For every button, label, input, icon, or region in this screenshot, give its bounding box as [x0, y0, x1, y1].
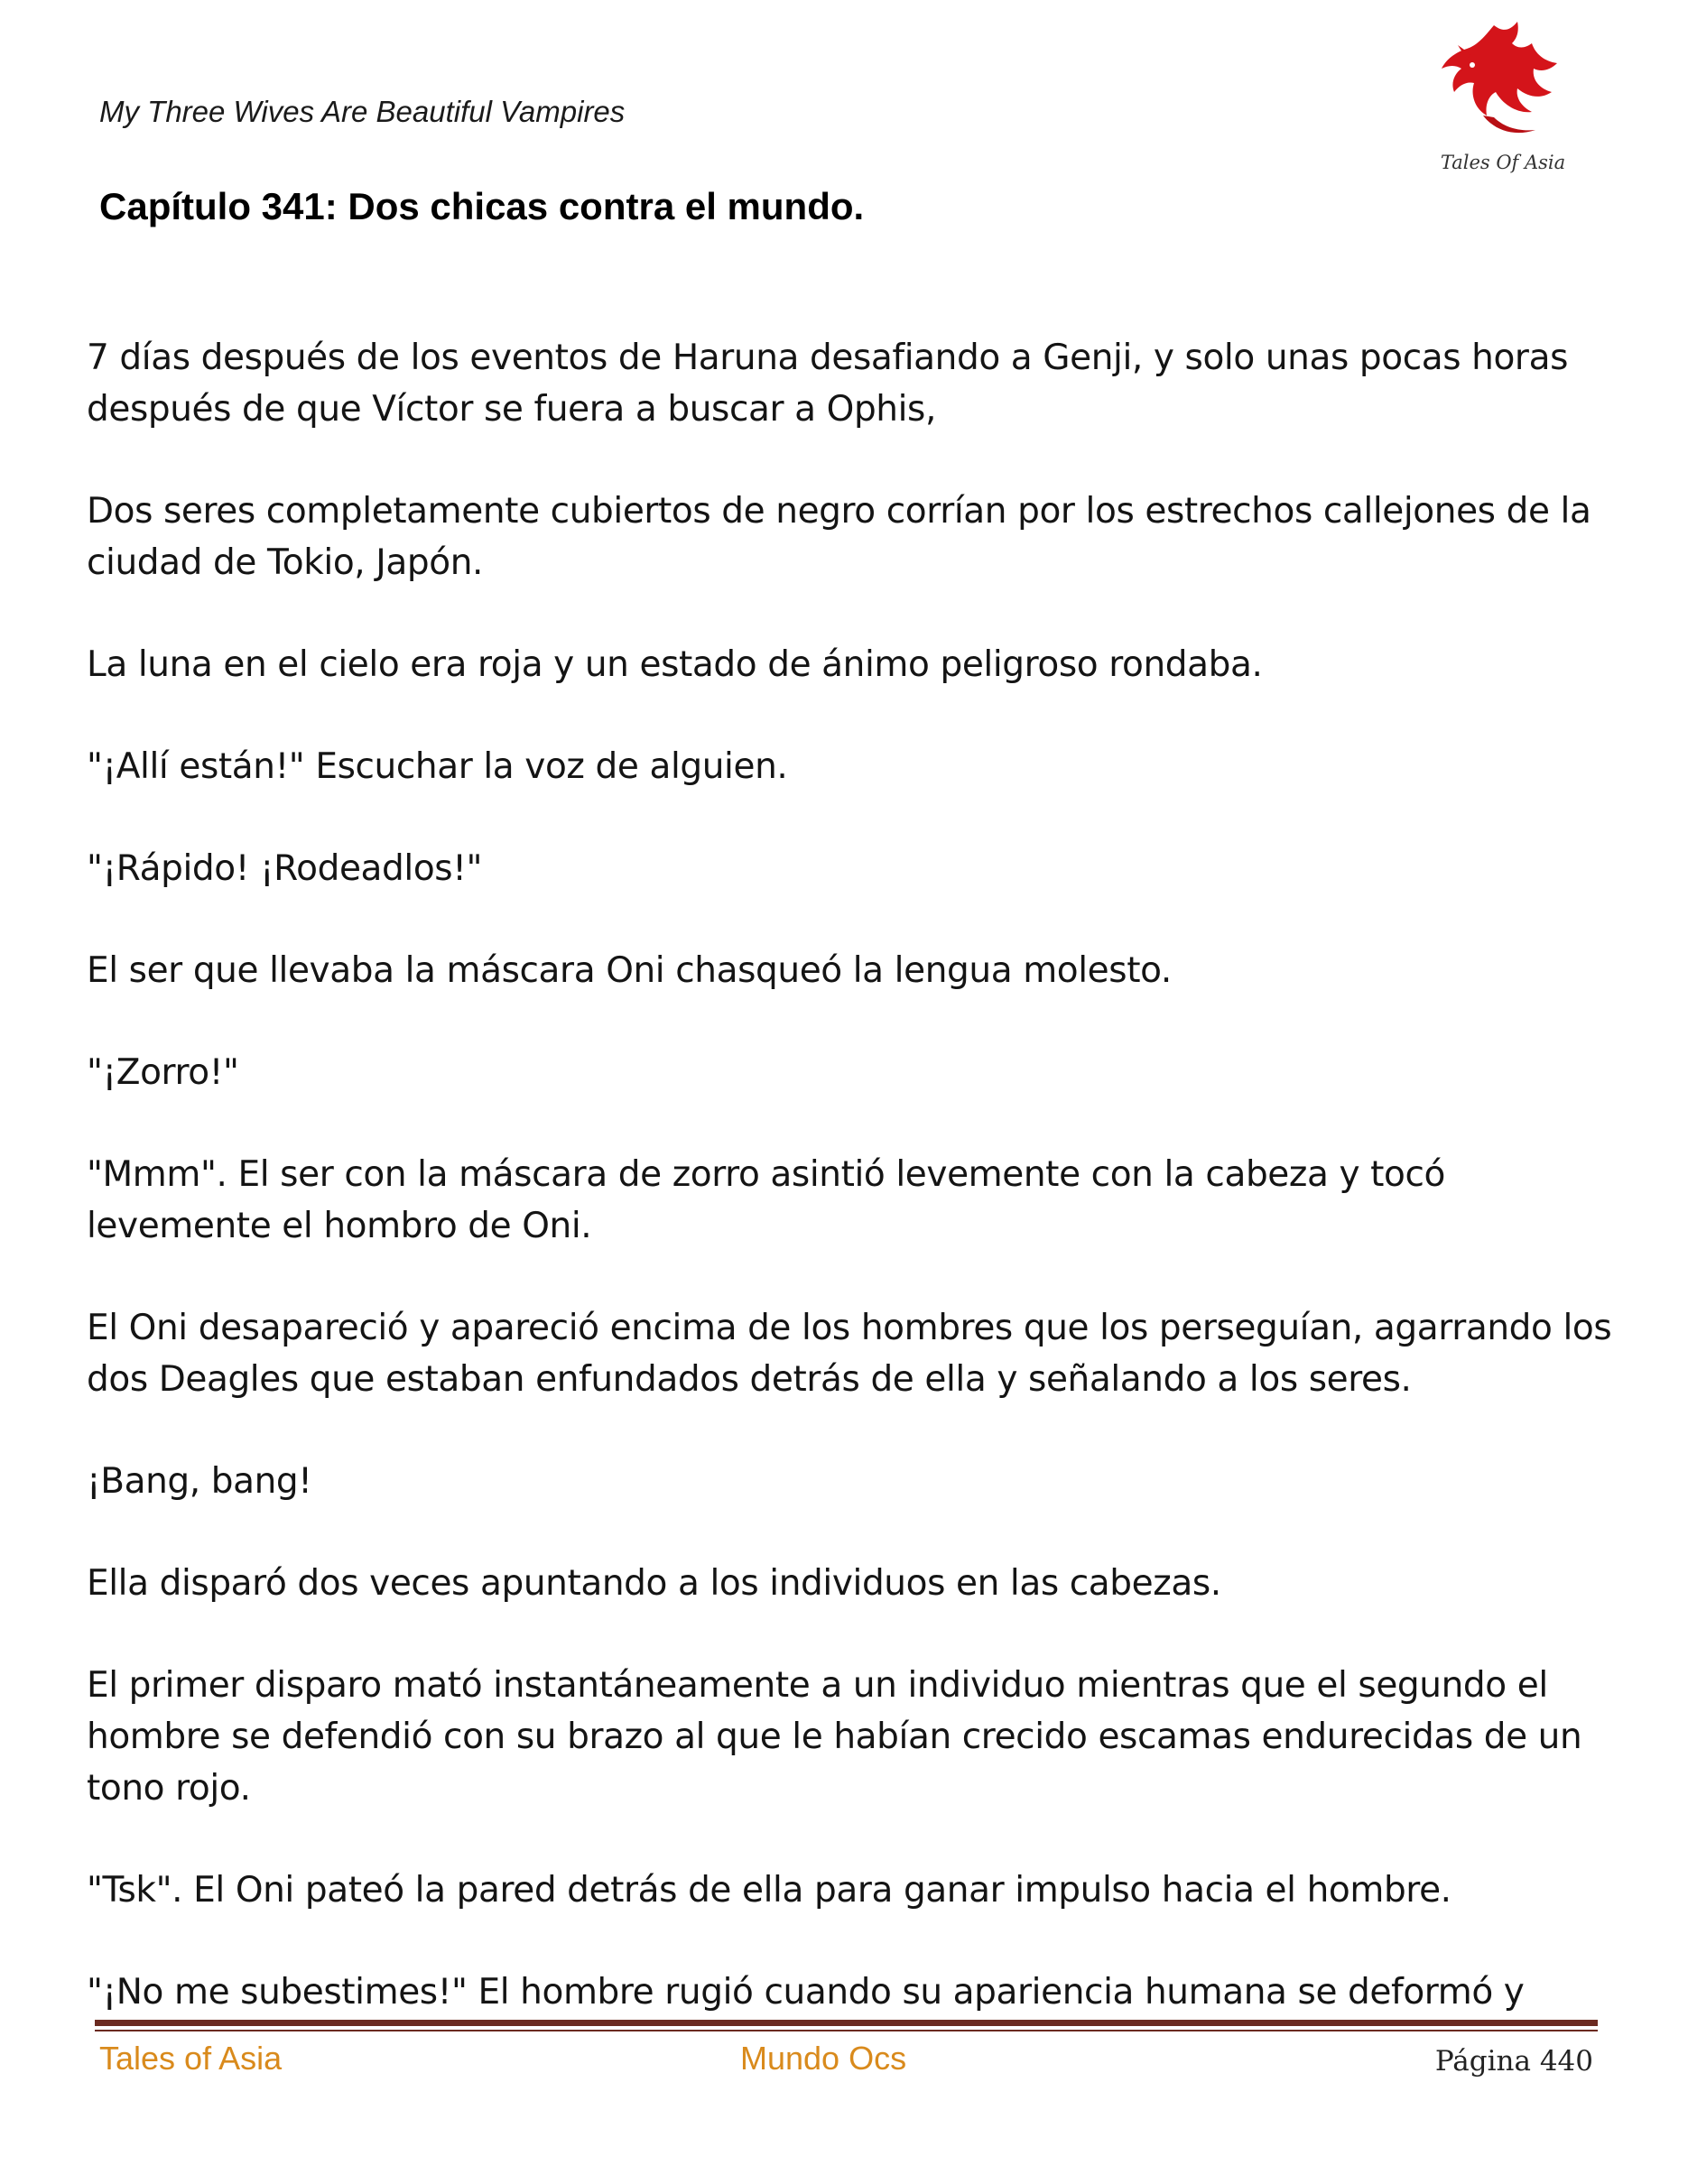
paragraph: La luna en el cielo era roja y un estado de ánimo peligroso rondaba.	[87, 644, 1263, 685]
footer-divider	[95, 2020, 1598, 2026]
chapter-body	[87, 332, 1621, 2024]
paragraph: "¡Zorro!"	[87, 1052, 239, 1093]
logo-caption: Tales Of Asia	[1440, 152, 1566, 173]
footer-divider-thin	[95, 2030, 1598, 2031]
paragraph: El ser que llevaba la máscara Oni chasqueó la lengua molesto.	[87, 950, 1172, 991]
footer-site-name: Tales of Asia	[99, 2040, 283, 2077]
footer-section-name: Mundo Ocs	[740, 2040, 907, 2077]
paragraph: "¡Rápido! ¡Rodeadlos!"	[87, 848, 482, 889]
paragraph: El Oni desapareció y apareció encima de los hombres que los perseguían, agarrando los dos Deagles que estaban enfundados detrás de ella y señalando a los seres.	[87, 1308, 1612, 1400]
paragraph: Dos seres completamente cubiertos de negro corrían por los estrechos callejones de la ciudad de Tokio, Japón.	[87, 491, 1591, 583]
page-number: Página 440	[1434, 2045, 1593, 2078]
paragraph: "¡No me subestimes!" El hombre rugió cuando su apariencia humana se deformó y	[87, 1972, 1525, 2013]
paragraph: ¡Bang, bang!	[87, 1461, 312, 1502]
paragraph: El primer disparo mató instantáneamente a un individuo mientras que el segundo el hombre se defendió con su brazo al que le habían crecido escamas endurecidas de un tono rojo.	[87, 1665, 1582, 1809]
paragraph: "¡Allí están!" Escuchar la voz de alguien.	[87, 746, 788, 787]
chapter-title: Capítulo 341: Dos chicas contra el mundo.	[99, 185, 865, 227]
book-title: My Three Wives Are Beautiful Vampires	[99, 95, 626, 128]
paragraph: "Tsk". El Oni pateó la pared detrás de ella para ganar impulso hacia el hombre.	[87, 1870, 1451, 1911]
paragraph: Ella disparó dos veces apuntando a los individuos en las cabezas.	[87, 1563, 1221, 1604]
paragraph: "Mmm". El ser con la máscara de zorro asintió levemente con la cabeza y tocó levemente el hombro de Oni.	[87, 1154, 1445, 1246]
paragraph: 7 días después de los eventos de Haruna desafiando a Genji, y solo unas pocas horas después de que Víctor se fuera a buscar a Ophis,	[87, 338, 1568, 430]
